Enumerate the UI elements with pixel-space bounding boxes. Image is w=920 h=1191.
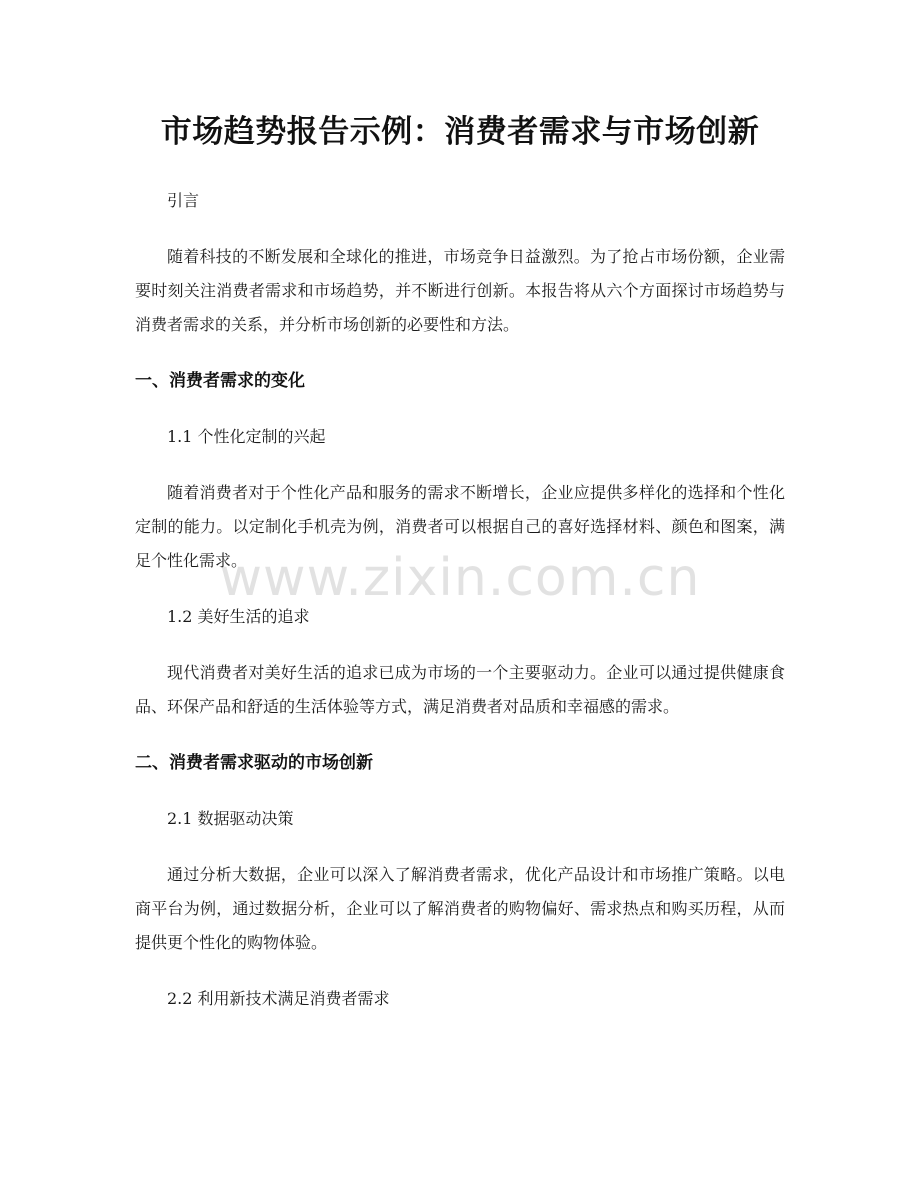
subsection-paragraph-1-2: 现代消费者对美好生活的追求已成为市场的一个主要驱动力。企业可以通过提供健康食品、环保产品和舒适的生活体验等方式，满足消费者对品质和幸福感的需求。 <box>135 663 785 716</box>
document-title: 市场趋势报告示例：消费者需求与市场创新 <box>160 114 760 150</box>
watermark-text: www.zixin.com.cn <box>219 548 701 608</box>
subsection-heading-1-1: 1.1 个性化定制的兴起 <box>167 427 326 446</box>
subsection-paragraph-2-1: 通过分析大数据，企业可以深入了解消费者需求，优化产品设计和市场推广策略。以电商平台为例，通过数据分析，企业可以了解消费者的购物偏好、需求热点和购买历程，从而提供更个性化的购物体验。 <box>135 865 785 952</box>
intro-label: 引言 <box>167 191 200 210</box>
subsection-heading-1-2: 1.2 美好生活的追求 <box>167 607 310 626</box>
section-heading-2: 二、消费者需求驱动的市场创新 <box>135 753 373 773</box>
section-heading-1: 一、消费者需求的变化 <box>135 371 305 391</box>
subsection-heading-2-2: 2.2 利用新技术满足消费者需求 <box>167 989 390 1008</box>
subsection-heading-2-1: 2.1 数据驱动决策 <box>167 809 294 828</box>
intro-paragraph: 随着科技的不断发展和全球化的推进，市场竞争日益激烈。为了抢占市场份额，企业需要时刻关注消费者需求和市场趋势，并不断进行创新。本报告将从六个方面探讨市场趋势与消费者需求的关系，并分析市场创新的必要性和方法。 <box>135 247 785 334</box>
subsection-paragraph-1-1: 随着消费者对于个性化产品和服务的需求不断增长，企业应提供多样化的选择和个性化定制的能力。以定制化手机壳为例，消费者可以根据自己的喜好选择材料、颜色和图案，满足个性化需求。 <box>135 483 785 570</box>
